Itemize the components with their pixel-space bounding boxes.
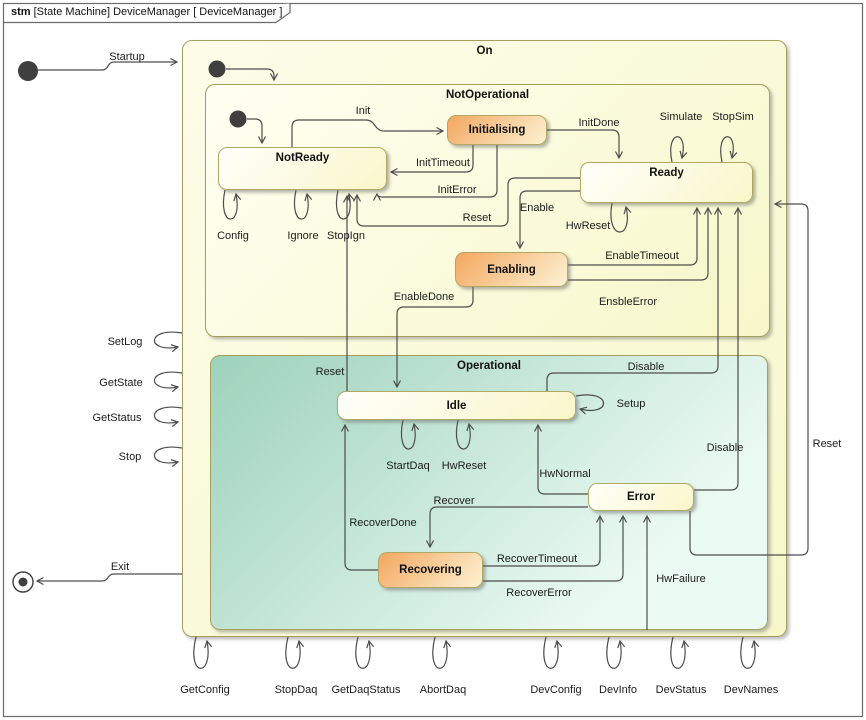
self-transition-ignore-path[interactable]	[294, 190, 308, 219]
self-transition-stop-path[interactable]	[154, 447, 182, 463]
transition-label-recoverdone: RecoverDone	[349, 517, 417, 529]
state-not-ready-label: NotReady	[275, 152, 330, 164]
transition-label-getstate: GetState	[99, 377, 143, 389]
state-initialising-label: Initialising	[468, 124, 526, 136]
transition-label-enabledone: EnableDone	[393, 291, 455, 303]
transition-label-initdone: InitDone	[578, 117, 620, 129]
self-transition-stopign-path[interactable]	[336, 190, 350, 219]
state-not-operational-label: NotOperational	[445, 89, 530, 101]
transition-label-getconfig: GetConfig	[180, 684, 230, 696]
transition-label-hwreset-idle: HwReset	[441, 460, 487, 472]
transition-label-reset-idle: Reset	[315, 366, 345, 378]
state-idle[interactable]	[337, 391, 576, 420]
transition-label-devstatus: DevStatus	[655, 684, 707, 696]
transition-label-stopign: StopIgn	[327, 230, 365, 242]
self-transition-getdaqstatus-path[interactable]	[356, 637, 370, 668]
transition-initdone-path[interactable]	[547, 130, 619, 158]
initial-state-notoperational-icon[interactable]	[230, 111, 247, 128]
state-ready[interactable]	[580, 162, 753, 203]
state-idle-label: Idle	[446, 399, 467, 412]
transition-label-simulate: Simulate	[659, 111, 703, 123]
frame-title	[11, 6, 282, 18]
self-transition-config-path[interactable]	[223, 190, 237, 219]
self-transition-abortdaq-path[interactable]	[433, 637, 447, 668]
self-transition-devinfo-path[interactable]	[607, 637, 621, 668]
transition-notop-initial-path[interactable]	[247, 119, 262, 143]
transition-label-recovererror: RecoverError	[506, 587, 572, 599]
transition-label-stop: Stop	[118, 451, 142, 463]
transition-label-getdaqstatus: GetDaqStatus	[331, 684, 401, 696]
state-recovering-label: Recovering	[399, 564, 462, 576]
self-transition-stopsim-path[interactable]	[721, 137, 734, 162]
transition-label-disable-idle: Disable	[627, 361, 665, 373]
transition-label-ensbleerror: EnsbleError	[598, 296, 658, 308]
state-not-ready[interactable]	[218, 147, 387, 190]
transition-label-abortdaq: AbortDaq	[419, 684, 467, 696]
transition-label-getstatus: GetStatus	[92, 412, 142, 424]
self-transition-hwreset-ready-path[interactable]	[611, 203, 628, 232]
transition-label-stopsim: StopSim	[712, 111, 754, 123]
self-transition-getstatus-path[interactable]	[154, 407, 182, 423]
transition-label-devnames: DevNames	[723, 684, 779, 696]
transition-ensbleerror-path[interactable]	[565, 208, 708, 280]
transition-label-recovertimeout: RecoverTimeout	[496, 553, 578, 565]
self-transition-simulate-path[interactable]	[671, 137, 684, 162]
transition-label-exit: Exit	[110, 561, 130, 573]
self-transition-getconfig-path[interactable]	[194, 637, 208, 668]
transition-label-recover: Recover	[433, 495, 475, 507]
self-transition-startdaq-path[interactable]	[401, 420, 415, 449]
frame-keyword: stm	[11, 6, 31, 18]
self-transition-stopdaq-path[interactable]	[286, 637, 300, 668]
transition-label-initerror: InitError	[437, 184, 477, 196]
transition-label-startdaq: StartDaq	[386, 460, 430, 472]
transition-label-enabletimeout: EnableTimeout	[605, 250, 679, 262]
transition-label-hwreset-ready: HwReset	[565, 220, 611, 232]
transition-label-hwfailure: HwFailure	[656, 573, 706, 585]
self-transition-hwreset-idle-path[interactable]	[456, 420, 470, 449]
self-transition-devnames-path[interactable]	[741, 637, 755, 668]
transition-label-devconfig: DevConfig	[530, 684, 582, 696]
transition-label-disable-error: Disable	[706, 442, 744, 454]
transition-label-config: Config	[217, 230, 249, 242]
state-operational-label: Operational	[457, 360, 521, 372]
state-ready-label: Ready	[649, 167, 684, 179]
self-transition-setlog-path[interactable]	[154, 332, 182, 348]
transition-on-initial-path[interactable]	[226, 69, 274, 80]
transition-recovererror-path[interactable]	[483, 516, 623, 581]
self-transition-devstatus-path[interactable]	[671, 637, 685, 668]
transition-label-startup: Startup	[109, 51, 145, 63]
initial-state-icon[interactable]	[18, 61, 38, 81]
transition-label-ignore: Ignore	[287, 230, 319, 242]
state-recovering[interactable]	[378, 552, 483, 588]
state-error[interactable]	[588, 483, 694, 511]
self-transition-devconfig-path[interactable]	[544, 637, 558, 668]
transition-exit-path[interactable]	[37, 574, 182, 581]
transition-label-init: Init	[355, 105, 371, 117]
transition-label-setup: Setup	[616, 398, 646, 410]
transition-label-devinfo: DevInfo	[599, 684, 637, 696]
transition-label-inittimeout: InitTimeout	[415, 157, 471, 169]
transition-label-enable: Enable	[519, 202, 555, 214]
state-initialising[interactable]	[447, 115, 547, 145]
transition-label-reset-error: Reset	[812, 438, 842, 450]
transition-label-stopdaq: StopDaq	[274, 684, 318, 696]
transition-label-hwnormal: HwNormal	[539, 468, 591, 480]
transition-startup-path[interactable]	[38, 62, 177, 70]
self-transition-setup-path[interactable]	[576, 395, 604, 411]
self-transition-getstate-path[interactable]	[154, 372, 182, 388]
frame-title-text: [State Machine] DeviceManager [ DeviceManager ]	[30, 6, 283, 18]
transition-init-path[interactable]	[292, 120, 443, 147]
transition-recoverdone-path[interactable]	[345, 425, 378, 570]
state-enabling-label: Enabling	[487, 263, 536, 276]
transition-label-setlog: SetLog	[107, 336, 143, 348]
state-enabling[interactable]	[455, 252, 568, 287]
state-on-label: On	[476, 45, 493, 57]
final-state-dot-icon	[19, 578, 28, 587]
transition-hwnormal-path[interactable]	[538, 425, 591, 494]
transition-recover-path[interactable]	[430, 507, 588, 547]
initial-state-on-icon[interactable]	[209, 61, 226, 78]
state-error-label: Error	[626, 491, 656, 503]
transition-label-reset-ready: Reset	[462, 212, 492, 224]
